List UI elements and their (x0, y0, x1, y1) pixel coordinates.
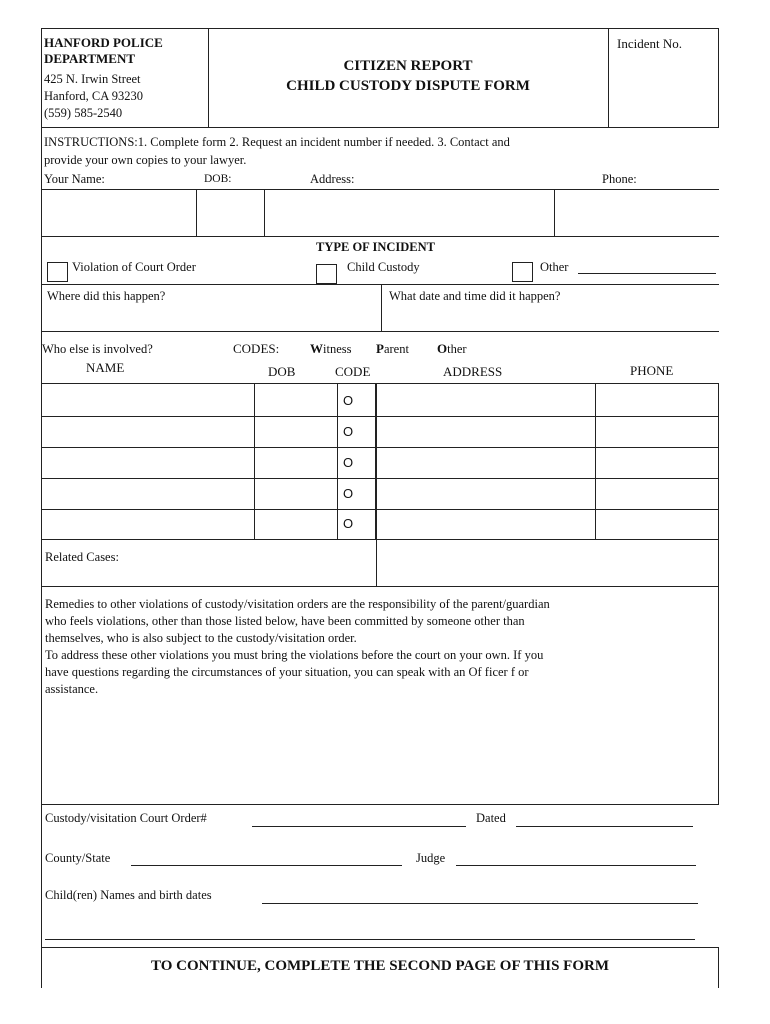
where-label: Where did this happen? (47, 289, 166, 303)
incident-type-heading: TYPE OF INCIDENT (316, 240, 435, 254)
remedies-line2: who feels violations, other than those listed below, have been committed by someone other than (45, 614, 525, 628)
table-row[interactable] (43, 449, 717, 477)
table-row[interactable] (43, 511, 717, 538)
department-name-line2: DEPARTMENT (44, 51, 136, 66)
code-other: Other (437, 341, 467, 356)
code-cell: O (343, 424, 354, 439)
child-custody-checkbox[interactable] (316, 264, 337, 284)
when-label: What date and time did it happen? (389, 289, 561, 303)
your-name-field[interactable] (43, 191, 194, 234)
remedies-line1: Remedies to other violations of custody/visitation orders are the responsibility of the parent/guardian (45, 597, 550, 611)
table-row[interactable] (43, 418, 717, 446)
where-field[interactable] (43, 305, 379, 329)
county-state-field[interactable] (131, 865, 402, 866)
instructions-line2: provide your own copies to your lawyer. (44, 153, 247, 167)
court-order-label: Custody/visitation Court Order# (45, 811, 207, 825)
your-name-label: Your Name: (44, 172, 105, 186)
phone-field[interactable] (556, 191, 716, 234)
judge-field[interactable] (456, 865, 696, 866)
department-name-line1: HANFORD POLICE (44, 35, 163, 50)
address-field[interactable] (266, 191, 552, 234)
column-header-dob: DOB (268, 364, 296, 379)
remedies-line3: themselves, who is also subject to the custody/visitation order. (45, 631, 357, 645)
other-checkbox[interactable] (512, 262, 533, 282)
children-field[interactable] (262, 903, 698, 904)
instructions-line1: INSTRUCTIONS:1. Complete form 2. Request an incident number if needed. 3. Contact and (44, 135, 510, 149)
column-header-address: ADDRESS (443, 364, 503, 379)
children-field-line2[interactable] (45, 939, 695, 940)
continue-notice: TO CONTINUE, COMPLETE THE SECOND PAGE OF THIS FORM (151, 958, 609, 974)
dob-field[interactable] (198, 191, 262, 234)
form-subtitle: CHILD CUSTODY DISPUTE FORM (286, 78, 530, 94)
column-header-phone: PHONE (630, 363, 674, 378)
child-custody-label: Child Custody (347, 260, 420, 274)
code-cell: O (343, 486, 354, 501)
code-witness: Witness (310, 341, 352, 356)
form-title: CITIZEN REPORT (343, 58, 473, 74)
codes-label: CODES: (233, 341, 280, 356)
dated-field[interactable] (516, 826, 693, 827)
violation-checkbox[interactable] (47, 262, 68, 282)
when-field[interactable] (383, 305, 716, 329)
dated-label: Dated (476, 811, 506, 825)
column-header-name: NAME (86, 360, 125, 375)
code-cell: O (343, 516, 354, 531)
code-cell: O (343, 393, 354, 408)
county-state-label: County/State (45, 851, 111, 865)
related-cases-field[interactable] (378, 541, 716, 585)
table-row[interactable] (43, 480, 717, 508)
children-label: Child(ren) Names and birth dates (45, 888, 212, 902)
violation-label: Violation of Court Order (72, 260, 196, 274)
address-label: Address: (310, 172, 355, 186)
incident-number-field[interactable] (610, 52, 716, 126)
column-header-code: CODE (335, 364, 371, 379)
phone-label: Phone: (602, 172, 637, 186)
code-parent: Parent (376, 341, 409, 356)
remedies-line4: To address these other violations you must bring the violations before the court on your own. If you (45, 648, 544, 662)
related-cases-label: Related Cases: (45, 550, 119, 564)
dob-label: DOB: (204, 173, 232, 185)
department-address-city: Hanford, CA 93230 (44, 89, 143, 103)
department-address-street: 425 N. Irwin Street (44, 72, 141, 86)
involved-label: Who else is involved? (42, 342, 153, 356)
code-cell: O (343, 455, 354, 470)
incident-number-label: Incident No. (617, 36, 682, 51)
other-label: Other (540, 260, 569, 274)
other-specify-field[interactable] (578, 273, 716, 274)
judge-label: Judge (416, 851, 446, 865)
remedies-line5: have questions regarding the circumstances of your situation, you can speak with an Of ficer f or (45, 665, 529, 679)
table-row[interactable] (43, 385, 717, 415)
department-phone: (559) 585-2540 (44, 106, 123, 120)
court-order-field[interactable] (252, 826, 466, 827)
remedies-line6: assistance. (45, 682, 99, 696)
